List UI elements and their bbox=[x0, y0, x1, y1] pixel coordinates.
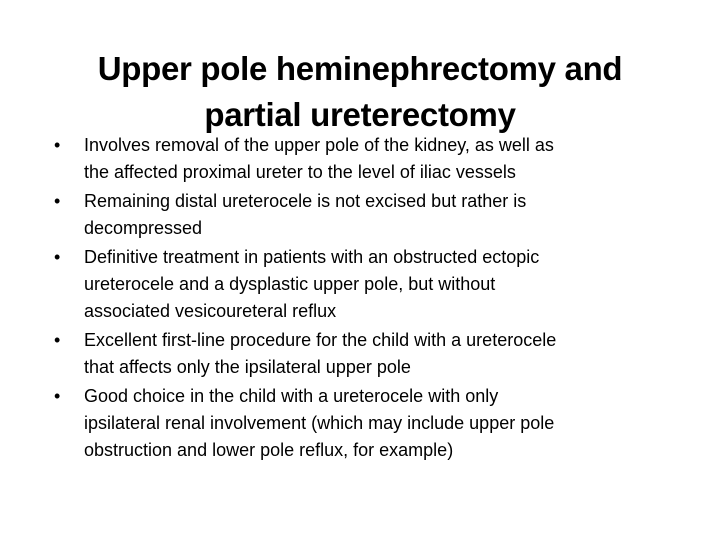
bullet-line: Good choice in the child with a ureterocele with only bbox=[84, 386, 499, 406]
title-line: Upper pole heminephrectomy and bbox=[97, 50, 623, 88]
bullet-dot-icon: • bbox=[54, 247, 61, 267]
bullet-line: Definitive treatment in patients with an obstructed ectopic bbox=[84, 247, 540, 267]
bullet-item-good-choice bbox=[54, 383, 674, 464]
bullet-dot-icon: • bbox=[54, 330, 61, 350]
bullet-list bbox=[54, 132, 674, 466]
bullet-line: Excellent first-line procedure for the child with a ureterocele bbox=[84, 330, 557, 350]
bullet-dot-icon: • bbox=[54, 191, 61, 211]
bullet-line: ipsilateral renal involvement (which may include upper pole bbox=[84, 413, 555, 433]
bullet-line: Involves removal of the upper pole of the kidney, as well as bbox=[84, 135, 554, 155]
bullet-dot-icon: • bbox=[54, 386, 61, 406]
bullet-item-excellent bbox=[54, 327, 674, 381]
bullet-line: decompressed bbox=[84, 218, 203, 238]
bullet-line: that affects only the ipsilateral upper pole bbox=[84, 357, 411, 377]
title-line: partial ureterectomy bbox=[204, 96, 516, 134]
slide-title bbox=[60, 46, 660, 138]
bullet-line: associated vesicoureteral reflux bbox=[84, 301, 337, 321]
bullet-line: the affected proximal ureter to the level of iliac vessels bbox=[84, 162, 516, 182]
bullet-dot-icon: • bbox=[54, 135, 61, 155]
bullet-line: ureterocele and a dysplastic upper pole, but without bbox=[84, 274, 496, 294]
bullet-item-removal bbox=[54, 132, 674, 186]
bullet-line: Remaining distal ureterocele is not excised but rather is bbox=[84, 191, 527, 211]
bullet-item-definitive bbox=[54, 244, 674, 325]
bullet-item-remaining bbox=[54, 188, 674, 242]
bullet-line: obstruction and lower pole reflux, for example) bbox=[84, 440, 454, 460]
